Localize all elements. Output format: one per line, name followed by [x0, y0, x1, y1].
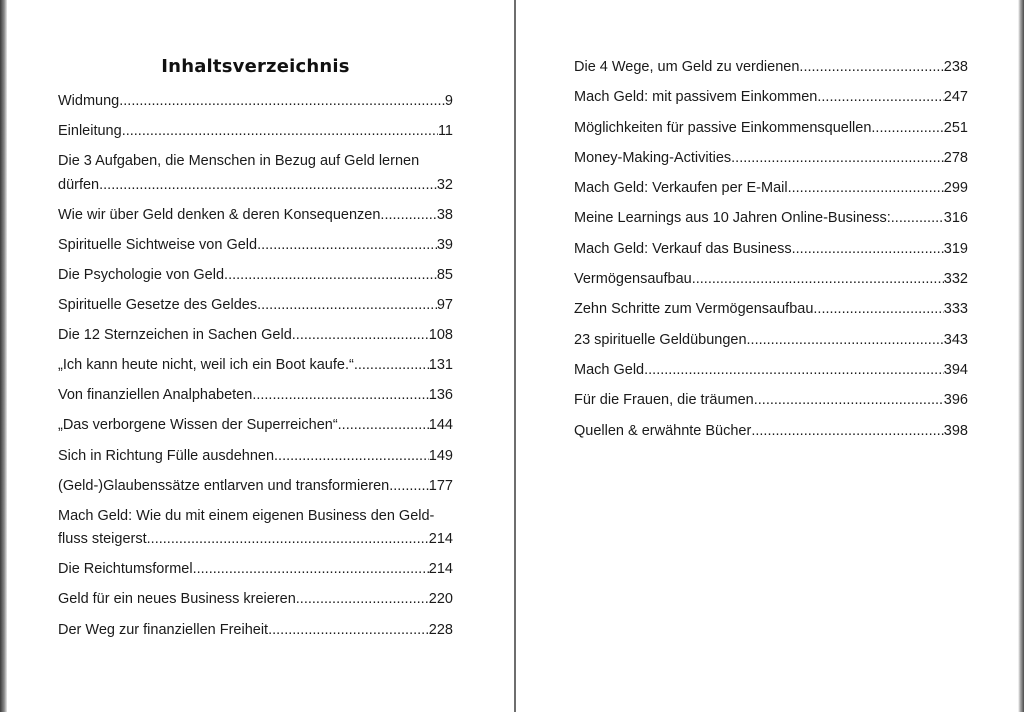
- dot-leader: [751, 420, 943, 444]
- toc-entry: [58, 445, 453, 469]
- toc-entry-title: Wie wir über Geld denken & deren Konsequenzen: [58, 206, 381, 223]
- toc-entry-title: Zehn Schritte zum Vermögensaufbau: [574, 301, 814, 318]
- toc-page-number: 38: [436, 206, 453, 223]
- page-title: Inhaltsverzeichnis: [161, 56, 350, 77]
- toc-page-number: 214: [428, 561, 453, 578]
- toc-page-number: 238: [943, 59, 968, 75]
- toc-page-number: 9: [444, 93, 453, 109]
- toc-entry: [58, 384, 453, 408]
- toc-entry-title: Widmung: [58, 93, 120, 109]
- toc-entry: [58, 150, 453, 197]
- toc-entry-row: [58, 445, 453, 469]
- book-spine: [514, 0, 516, 712]
- toc-entry-title: Einleitung: [58, 123, 122, 140]
- toc-entry-title: Für die Frauen, die träumen: [574, 392, 754, 409]
- toc-entry-row: [58, 90, 453, 114]
- toc-entry: [58, 588, 453, 612]
- toc-entry: [574, 329, 968, 353]
- toc-entry: [58, 90, 453, 114]
- toc-entry-title: Spirituelle Sichtweise von Geld: [58, 236, 258, 253]
- toc-entry: [574, 56, 968, 80]
- toc-entry: [574, 268, 968, 292]
- dot-leader: [296, 588, 429, 612]
- toc-page-number: 398: [943, 422, 968, 439]
- toc-entry-row: [58, 234, 453, 258]
- dot-leader: [731, 147, 944, 171]
- toc-entry: [574, 389, 968, 413]
- toc-entry-title: Mach Geld.: [574, 361, 649, 378]
- toc-entry: [574, 207, 968, 231]
- toc-page-number: 39: [436, 236, 453, 253]
- toc-entry-title: „Ich kann heute nicht, weil ich ein Boot kaufe.“: [58, 357, 354, 374]
- toc-entry: [58, 558, 453, 582]
- dot-leader: [252, 384, 428, 408]
- toc-entry-title: Mach Geld: Verkaufen per E-Mail: [574, 180, 788, 197]
- toc-entry: [574, 238, 968, 262]
- toc-entry-title: dürfen: [58, 176, 100, 193]
- toc-entry-row: [58, 588, 453, 612]
- toc-page-number: 319: [943, 240, 968, 257]
- toc-entry-row: [574, 147, 968, 171]
- toc-entry-row: [574, 298, 968, 322]
- dot-leader: [257, 234, 437, 258]
- toc-entry-row: [574, 238, 968, 262]
- dot-leader: [354, 354, 429, 378]
- toc-entry-row: [58, 384, 453, 408]
- toc-entry: [58, 264, 453, 288]
- toc-entry-row: [58, 294, 453, 318]
- toc-page-number: 299: [943, 180, 968, 197]
- toc-right-column: [574, 56, 968, 450]
- toc-page-number: 149: [428, 447, 453, 464]
- toc-entry: [58, 354, 453, 378]
- toc-page-number: 136: [428, 387, 453, 404]
- toc-page-number: 214: [428, 531, 453, 548]
- toc-page-number: 108: [428, 327, 453, 344]
- toc-entry-title: Von finanziellen Analphabeten: [58, 387, 253, 404]
- toc-page-number: 131: [428, 357, 453, 374]
- toc-entry: [58, 619, 453, 643]
- toc-entry-row: [574, 420, 968, 444]
- toc-entry-title: Mach Geld: Verkauf das Business: [574, 240, 792, 257]
- dot-leader: [754, 389, 944, 413]
- toc-entry-title-line: Die 3 Aufgaben, die Menschen in Bezug auf Geld lernen: [58, 153, 420, 170]
- toc-page-number: 247: [943, 89, 968, 106]
- dot-leader: [193, 558, 429, 582]
- toc-entry-title-line: Mach Geld: Wie du mit einem eigenen Business den Geld-: [58, 507, 435, 524]
- dot-leader: [99, 174, 437, 198]
- toc-entry-row: [58, 324, 453, 348]
- dot-leader: [788, 177, 944, 201]
- toc-entry-row: [58, 619, 453, 643]
- toc-entry: [58, 475, 453, 499]
- dot-leader: [692, 268, 944, 292]
- dot-leader: [817, 86, 943, 110]
- toc-entry: [58, 414, 453, 438]
- toc-entry: [574, 117, 968, 141]
- toc-entry-row: [574, 329, 968, 353]
- toc-entry: [58, 324, 453, 348]
- toc-entry: [574, 86, 968, 110]
- dot-leader: [891, 207, 944, 231]
- toc-page-number: 97: [436, 297, 453, 314]
- toc-entry-title: Die Reichtumsformel: [58, 561, 193, 578]
- toc-entry-row: [58, 528, 453, 552]
- toc-entry-row: [58, 174, 453, 198]
- right-page-edge: [1018, 0, 1024, 712]
- toc-entry-title: Spirituelle Gesetze des Geldes: [58, 297, 258, 314]
- toc-page-number: 220: [428, 591, 453, 608]
- toc-entry-title: Meine Learnings aus 10 Jahren Online-Business:: [574, 210, 891, 227]
- toc-entry-title: Die Psychologie von Geld: [58, 266, 225, 283]
- toc-left-column: [58, 90, 453, 649]
- toc-entry-row: [574, 177, 968, 201]
- dot-leader: [648, 359, 944, 383]
- toc-entry-row: [58, 414, 453, 438]
- toc-entry: [58, 505, 453, 552]
- toc-page-number: 278: [943, 149, 968, 166]
- toc-page-number: 332: [943, 271, 968, 288]
- dot-leader: [122, 120, 438, 144]
- toc-entry-row: [58, 264, 453, 288]
- toc-entry-title: 23 spirituelle Geldübungen: [574, 331, 747, 348]
- toc-entry-row: [574, 359, 968, 383]
- dot-leader: [274, 445, 429, 469]
- toc-entry-row: [574, 268, 968, 292]
- toc-entry-title: Quellen & erwähnte Bücher: [574, 422, 752, 439]
- toc-page-number: 394: [943, 361, 968, 378]
- toc-page-number: 396: [943, 392, 968, 409]
- toc-entry-row: [574, 389, 968, 413]
- dot-leader: [813, 298, 943, 322]
- toc-entry-title: Möglichkeiten für passive Einkommensquellen: [574, 119, 872, 136]
- toc-entry-title: (Geld-)Glaubenssätze entlarven und transformieren: [58, 477, 390, 494]
- toc-entry-title: Die 12 Sternzeichen in Sachen Geld: [58, 327, 292, 344]
- toc-page-number: 251: [943, 119, 968, 136]
- toc-entry-row: [574, 56, 968, 80]
- left-page-edge: [0, 0, 7, 712]
- toc-entry-row: [58, 354, 453, 378]
- dot-leader: [147, 528, 429, 552]
- toc-entry: [574, 147, 968, 171]
- toc-entry-row: [58, 475, 453, 499]
- toc-entry: [574, 298, 968, 322]
- toc-entry-row: [58, 204, 453, 228]
- toc-entry-row: [58, 558, 453, 582]
- toc-entry-title: Vermögensaufbau: [574, 271, 692, 288]
- toc-entry-row: [574, 207, 968, 231]
- dot-leader: [792, 238, 944, 262]
- dot-leader: [257, 294, 437, 318]
- dot-leader: [747, 329, 944, 353]
- toc-page-number: 85: [436, 266, 453, 283]
- toc-page-number: 316: [943, 210, 968, 227]
- toc-entry-row: [574, 117, 968, 141]
- toc-entry: [58, 120, 453, 144]
- toc-entry-title: Mach Geld: mit passivem Einkommen: [574, 89, 818, 106]
- dot-leader: [119, 90, 445, 114]
- toc-entry-row: [574, 86, 968, 110]
- toc-page-number: 11: [437, 123, 453, 140]
- toc-entry-title: „Das verborgene Wissen der Superreichen“: [58, 417, 338, 434]
- toc-entry: [58, 294, 453, 318]
- dot-leader: [871, 117, 943, 141]
- toc-entry-title: Geld für ein neues Business kreieren: [58, 591, 296, 608]
- toc-entry-title: Money-Making-Activities: [574, 149, 732, 166]
- toc-entry: [574, 177, 968, 201]
- toc-page-number: 228: [428, 621, 453, 638]
- toc-entry-title: fluss steigerst: [58, 531, 147, 548]
- toc-entry-title: Die 4 Wege, um Geld zu verdienen: [574, 59, 800, 75]
- toc-entry-row: [58, 120, 453, 144]
- toc-page-number: 343: [943, 331, 968, 348]
- toc-entry: [574, 359, 968, 383]
- toc-page-number: 333: [943, 301, 968, 318]
- toc-page-number: 144: [428, 417, 453, 434]
- dot-leader: [338, 414, 429, 438]
- dot-leader: [268, 619, 429, 643]
- toc-entry-title: Der Weg zur finanziellen Freiheit: [58, 621, 269, 638]
- toc-page-number: 32: [436, 176, 453, 193]
- toc-entry: [574, 420, 968, 444]
- dot-leader: [292, 324, 429, 348]
- dot-leader: [389, 475, 429, 499]
- dot-leader: [224, 264, 437, 288]
- dot-leader: [799, 56, 943, 80]
- toc-entry: [58, 204, 453, 228]
- toc-entry: [58, 234, 453, 258]
- dot-leader: [380, 204, 436, 228]
- toc-entry-title: Sich in Richtung Fülle ausdehnen: [58, 447, 275, 464]
- toc-page-number: 177: [428, 477, 453, 494]
